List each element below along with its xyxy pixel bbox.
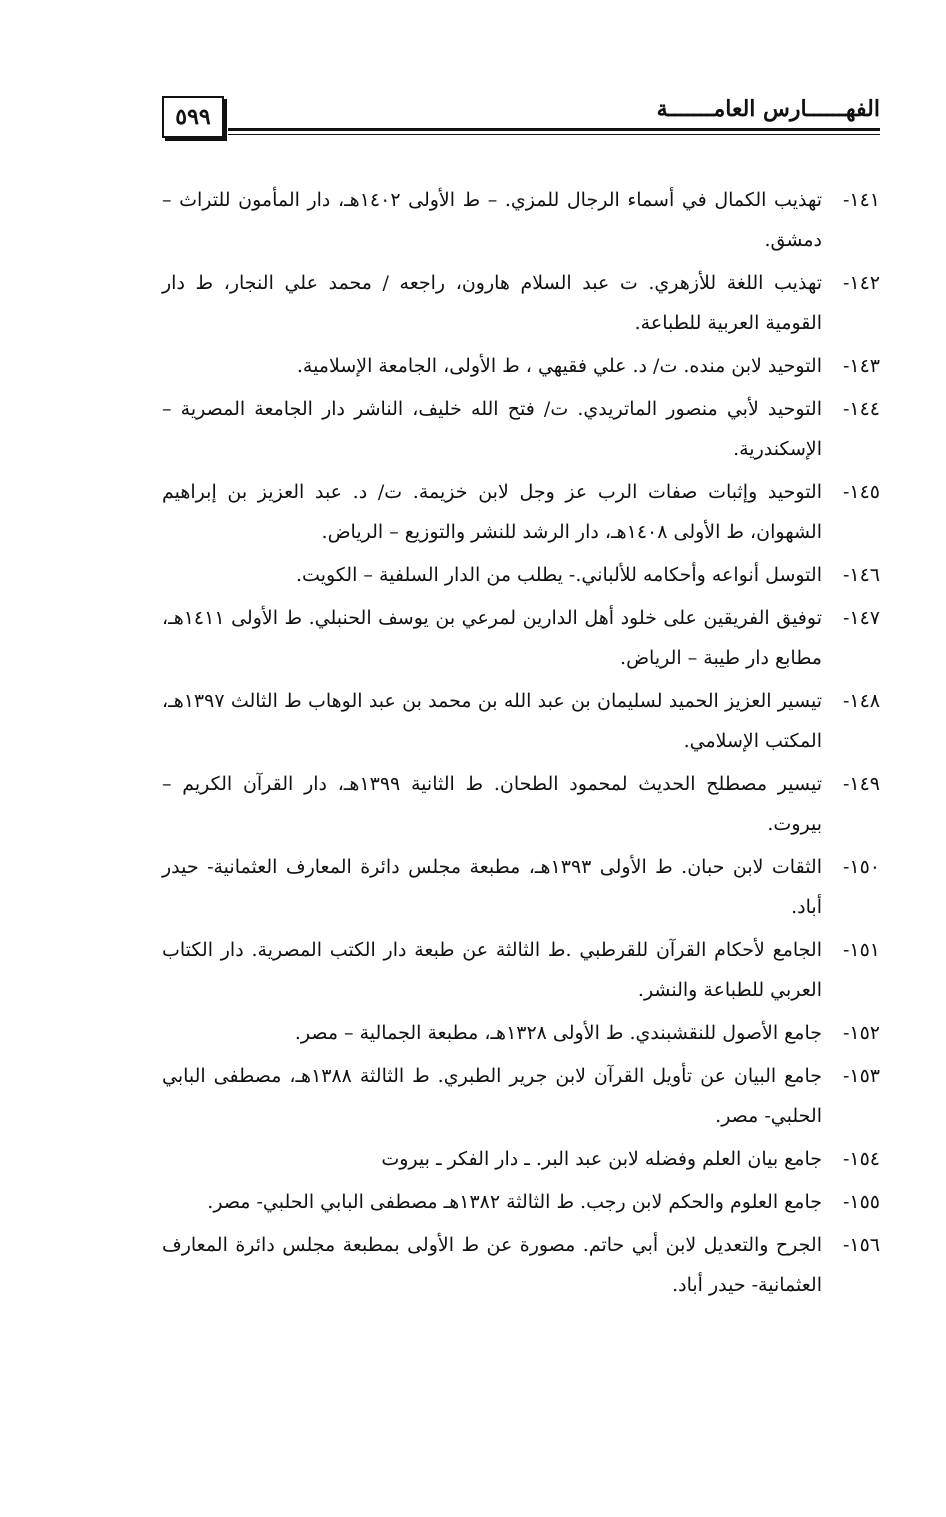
entry-number: ١٤٩- [842,773,880,795]
entry-text: الجامع لأحكام القرآن للقرطبي .ط الثالثة عن طبعة دار الكتب المصرية. دار الكتاب العربي للطباعة والنشر. [162,939,822,1001]
page-number: ٥٩٩ [162,96,224,138]
bibliography-entry [162,681,880,761]
entry-number: ١٥٠- [842,856,880,878]
entry-text: تيسير مصطلح الحديث لمحمود الطحان. ط الثانية ١٣٩٩هـ، دار القرآن الكريم – بيروت. [162,773,822,835]
bibliography-entry [162,555,880,595]
entry-number: ١٤٤- [842,398,880,420]
entry-text: الثقات لابن حبان. ط الأولى ١٣٩٣هـ، مطبعة مجلس دائرة المعارف العثمانية- حيدر أباد. [162,856,822,918]
page-header [162,96,880,140]
header-rule-thin [228,134,880,135]
entry-text: تهذيب الكمال في أسماء الرجال للمزي. – ط الأولى ١٤٠٢هـ، دار المأمون للتراث – دمشق. [162,189,822,251]
page-title: الفهــــــارس العامـــــــة [656,96,880,122]
entry-text: التوحيد لأبي منصور الماتريدي. ت/ فتح الله خليف، الناشر دار الجامعة المصرية – الإسكندرية. [162,398,822,460]
entry-text: جامع الأصول للنقشبندي. ط الأولى ١٣٢٨هـ، مطبعة الجمالية – مصر. [294,1022,822,1044]
entry-number: ١٤٢- [842,272,880,294]
bibliography-entry [162,847,880,927]
entry-text: جامع بيان العلم وفضله لابن عبد البر. ـ دار الفكر ـ بيروت [381,1148,822,1170]
entry-number: ١٥٥- [842,1191,880,1213]
entry-number: ١٤٦- [842,564,880,586]
entry-text: التوحيد لابن منده. ت/ د. علي فقيهي ، ط الأولى، الجامعة الإسلامية. [296,355,822,377]
bibliography-entry [162,930,880,1010]
header-rule [228,128,880,131]
entry-text: توفيق الفريقين على خلود أهل الدارين لمرعي بن يوسف الحنبلي. ط الأولى ١٤١١هـ، مطابع دار طيبة – الرياض. [162,607,822,669]
bibliography-entry [162,472,880,552]
entry-text: الجرح والتعديل لابن أبي حاتم. مصورة عن ط الأولى بمطبعة مجلس دائرة المعارف العثمانية- حيدر أباد. [162,1234,822,1296]
entry-text: جامع العلوم والحكم لابن رجب. ط الثالثة ١٣٨٢هـ مصطفى البابي الحلبي- مصر. [207,1191,822,1213]
bibliography-entry [162,346,880,386]
entry-text: التوسل أنواعه وأحكامه للألباني.- يطلب من الدار السلفية – الكويت. [296,564,822,586]
bibliography-entry [162,598,880,678]
bibliography-entry [162,1139,880,1179]
bibliography-entry [162,389,880,469]
entry-number: ١٥٢- [842,1022,880,1044]
entry-number: ١٤٨- [842,690,880,712]
entry-text: تيسير العزيز الحميد لسليمان بن عبد الله بن محمد بن عبد الوهاب ط الثالث ١٣٩٧هـ، المكتب الإسلامي. [162,690,822,752]
bibliography-entry [162,1013,880,1053]
bibliography-entry [162,180,880,260]
entry-number: ١٥٤- [842,1148,880,1170]
entry-number: ١٥٦- [842,1234,880,1256]
entry-number: ١٥٣- [842,1065,880,1087]
entry-text: جامع البيان عن تأويل القرآن لابن جرير الطبري. ط الثالثة ١٣٨٨هـ، مصطفى البابي الحلبي- مصر. [162,1065,822,1127]
entry-number: ١٤١- [842,189,880,211]
bibliography-entry [162,1056,880,1136]
entry-number: ١٥١- [842,939,880,961]
bibliography-list [162,180,880,1308]
entry-number: ١٤٣- [842,355,880,377]
entry-text: تهذيب اللغة للأزهري. ت عبد السلام هارون، راجعه / محمد علي النجار، ط دار القومية العربية للطباعة. [162,272,822,334]
bibliography-entry [162,1225,880,1305]
entry-number: ١٤٧- [842,607,880,629]
bibliography-entry [162,263,880,343]
bibliography-entry [162,1182,880,1222]
bibliography-entry [162,764,880,844]
entry-number: ١٤٥- [842,481,880,503]
entry-text: التوحيد وإثبات صفات الرب عز وجل لابن خزيمة. ت/ د. عبد العزيز بن إبراهيم الشهوان، ط الأولى ١٤٠٨هـ، دار الرشد للنشر والتوزيع – الرياض. [162,481,822,543]
